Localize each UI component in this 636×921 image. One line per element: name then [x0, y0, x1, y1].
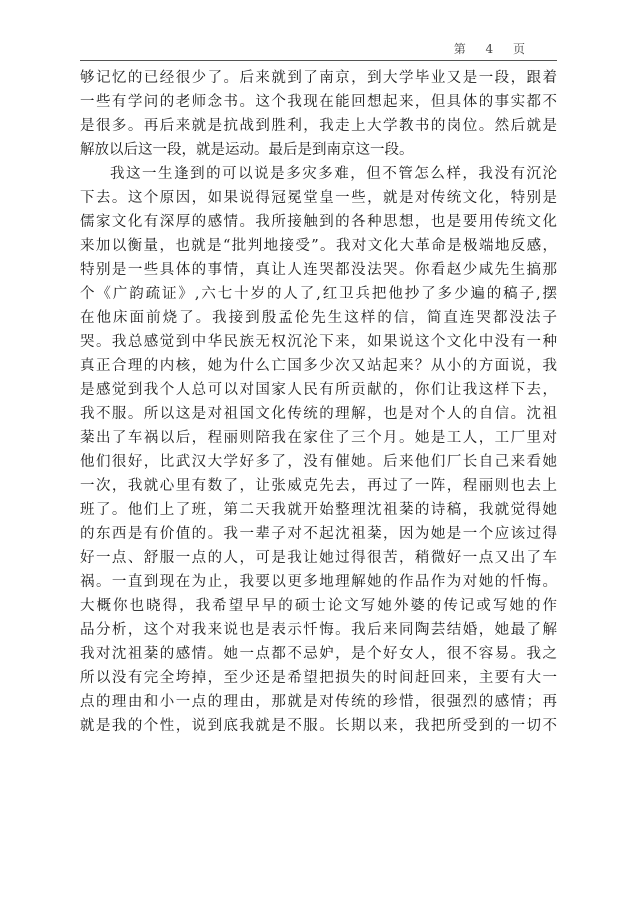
text-line: 一次，我就心里有数了，让张威克先去，再过了一阵，程丽则也去上	[80, 478, 557, 494]
text-line: 个《广韵疏证》,六七十岁的人了,红卫兵把他抄了多少遍的稿子,摆	[80, 286, 557, 302]
text-line: 解放以后这一段，就是运动。最后是到南京这一段。	[80, 142, 414, 158]
text-line: 品分析，这个对我来说也是表示忏悔。我后来同陶芸结婚，她最了解	[80, 622, 557, 638]
text-line: 点的理由和小一点的理由，那就是对传统的珍惜，很强烈的感情；再	[80, 694, 557, 710]
text-line: 儒家文化有深厚的感情。我所接触到的各种思想，也是要用传统文化	[80, 214, 557, 230]
text-line: 他们很好，比武汉大学好多了，没有催她。后来他们厂长自己来看她	[80, 454, 557, 470]
text-line: 下去。这个原因，如果说得冠冕堂皇一些，就是对传统文化，特别是	[80, 190, 557, 206]
text-line: 是很多。再后来就是抗战到胜利，我走上大学教书的岗位。然后就是	[80, 118, 557, 134]
text-line: 一些有学问的老师念书。这个我现在能回想起来，但具体的事实都不	[80, 94, 557, 110]
text-line: 大概你也晓得，我希望早早的硕士论文写她外婆的传记或写她的作	[80, 598, 557, 614]
text-line: 好一点、舒服一点的人，可是我让她过得很苦，稍微好一点又出了车	[80, 550, 557, 566]
body-text	[80, 66, 557, 738]
page-header	[80, 36, 557, 61]
text-line: 真正合理的内核，她为什么亡国多少次又站起来？从小的方面说，我	[80, 358, 557, 374]
text-line: 所以没有完全垮掉，至少还是希望把损失的时间赶回来，主要有大一	[80, 670, 557, 686]
text-line: 班了。他们上了班，第二天我就开始整理沈祖棻的诗稿，我就觉得她	[80, 502, 557, 518]
text-line: 我对沈祖棻的感情。她一点都不忌妒，是个好女人，很不容易。我之	[80, 646, 557, 662]
text-line: 特别是一些具体的事情，真让人连哭都没法哭。你看赵少咸先生搞那	[80, 262, 557, 278]
text-line: 祸。一直到现在为止，我要以更多地理解她的作品作为对她的忏悔。	[80, 574, 557, 590]
text-line: 我不服。所以这是对祖国文化传统的理解，也是对个人的自信。沈祖	[80, 406, 557, 422]
text-line: 我这一生逢到的可以说是多灾多难，但不管怎么样，我没有沉沦	[110, 166, 557, 182]
text-line: 够记忆的已经很少了。后来就到了南京，到大学毕业又是一段，跟着	[80, 70, 557, 86]
text-line: 来加以衡量，也就是“批判地接受”。我对文化大革命是极端地反感，	[80, 238, 557, 254]
text-line: 哭。我总感觉到中华民族无权沉沦下来，如果说这个文化中没有一种	[80, 334, 557, 350]
text-line: 是感觉到我个人总可以对国家人民有所贡献的，你们让我这样下去，	[80, 382, 557, 398]
page-number: 第 4 页	[453, 42, 533, 56]
text-line: 在他床面前烧了。我接到殷孟伦先生这样的信，简直连哭都没法子	[80, 310, 557, 326]
text-line: 棻出了车祸以后，程丽则陪我在家住了三个月。她是工人，工厂里对	[80, 430, 557, 446]
text-line: 就是我的个性，说到底我就是不服。长期以来，我把所受到的一切不	[80, 718, 557, 734]
text-line: 的东西是有价值的。我一辈子对不起沈祖棻，因为她是一个应该过得	[80, 526, 557, 542]
